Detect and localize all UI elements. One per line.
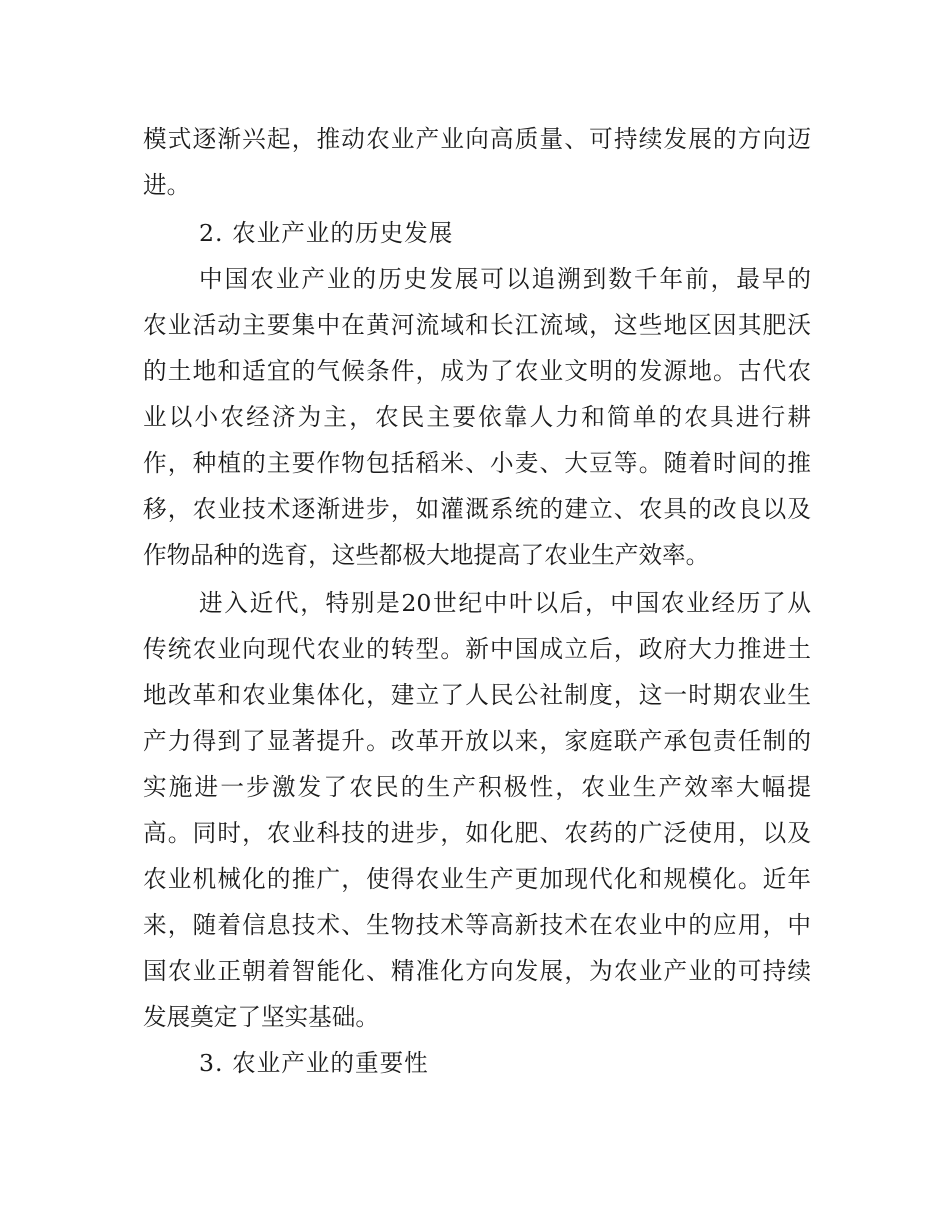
paragraph-line: 的土地和适宜的气候条件，成为了农业文明的发源地。古代农: [143, 357, 811, 385]
paragraph-line: 模式逐渐兴起，推动农业产业向高质量、可持续发展的方向迈: [143, 125, 811, 153]
paragraph-line: 农业活动主要集中在黄河流域和长江流域，这些地区因其肥沃: [143, 311, 811, 339]
paragraph-line: 国农业正朝着智能化、精准化方向发展，为农业产业的可持续: [143, 957, 811, 985]
paragraph-line: 高。同时，农业科技的进步，如化肥、农药的广泛使用，以及: [143, 819, 811, 847]
paragraph-line: 进。: [143, 171, 191, 199]
paragraph-line: 来，随着信息技术、生物技术等高新技术在农业中的应用，中: [143, 911, 811, 939]
section-heading: 2. 农业产业的历史发展: [199, 219, 454, 247]
section-heading: 3. 农业产业的重要性: [199, 1049, 429, 1077]
paragraph-line: 中国农业产业的历史发展可以追溯到数千年前，最早的: [199, 265, 811, 293]
paragraph-line: 作物品种的选育，这些都极大地提高了农业生产效率。: [143, 541, 710, 569]
paragraph-line: 业以小农经济为主，农民主要依靠人力和简单的农具进行耕: [143, 403, 811, 431]
paragraph-line: 移，农业技术逐渐进步，如灌溉系统的建立、农具的改良以及: [143, 495, 811, 523]
paragraph-line: 农业机械化的推广，使得农业生产更加现代化和规模化。近年: [143, 865, 811, 893]
paragraph-line: 实施进一步激发了农民的生产积极性，农业生产效率大幅提: [143, 773, 811, 801]
paragraph-line: 发展奠定了坚实基础。: [143, 1003, 379, 1031]
paragraph-line: 传统农业向现代农业的转型。新中国成立后，政府大力推进土: [143, 635, 811, 663]
paragraph-line: 地改革和农业集体化，建立了人民公社制度，这一时期农业生: [143, 681, 811, 709]
paragraph-line: 进入近代，特别是20世纪中叶以后，中国农业经历了从: [199, 589, 811, 617]
paragraph-line: 作，种植的主要作物包括稻米、小麦、大豆等。随着时间的推: [143, 449, 811, 477]
paragraph-line: 产力得到了显著提升。改革开放以来，家庭联产承包责任制的: [143, 727, 811, 755]
